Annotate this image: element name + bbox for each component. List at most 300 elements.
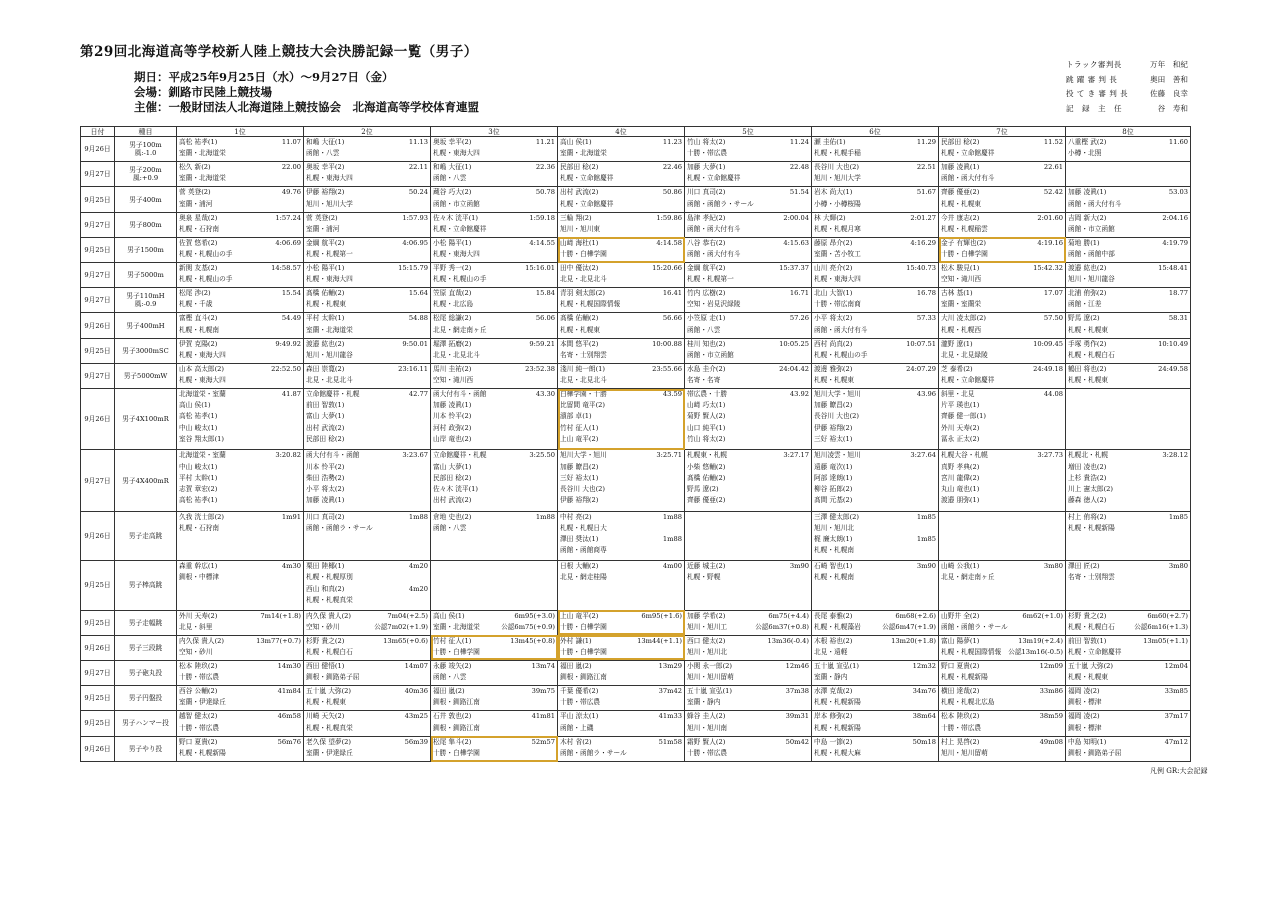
place-cell — [812, 389, 939, 450]
mark-value: 1:59.18 — [529, 213, 555, 222]
mark-value: 22.61 — [1043, 163, 1063, 172]
column-header: 2位 — [304, 127, 431, 137]
result-line — [941, 748, 1063, 759]
result-line — [433, 400, 555, 411]
athlete-text: 加藤 凌眞(1) — [1068, 188, 1107, 197]
athlete-text: 和嶋 大征(1) — [433, 163, 472, 172]
mark-value: 14:58.57 — [271, 264, 301, 273]
athlete-text: 十勝・白樺学園 — [433, 647, 480, 656]
place-cell — [685, 561, 812, 610]
place-cell — [558, 389, 685, 450]
mark-value: 37m42 — [658, 687, 682, 696]
athlete-text: 札幌・東海大四 — [433, 149, 480, 158]
athlete-text: 山口 純平(1) — [687, 423, 726, 432]
mark-value: 3:27.17 — [783, 451, 809, 460]
mark-value: 57.26 — [789, 314, 809, 323]
mark-value: 1m88 — [535, 512, 555, 521]
mark-value: 3:20.82 — [275, 451, 301, 460]
result-line — [687, 288, 809, 299]
athlete-text: 岩木 尚大(1) — [814, 188, 853, 197]
athlete-text: 札幌・立命館慶祥 — [687, 174, 741, 183]
result-line — [433, 274, 555, 285]
event-name — [115, 137, 177, 162]
result-line — [179, 484, 301, 495]
column-header: 6位 — [812, 127, 939, 137]
athlete-text: 札幌・札幌南 — [814, 573, 855, 582]
event-title: 男子200m — [129, 166, 162, 175]
mark-value: 3:27.64 — [910, 451, 936, 460]
mark-value: 6m68(+2.6) — [895, 611, 936, 620]
place-cell — [685, 389, 812, 450]
mark-value: 22.48 — [789, 163, 809, 172]
result-line — [814, 512, 936, 523]
place-cell — [812, 288, 939, 313]
athlete-text: 札幌・札幌日大 — [560, 524, 607, 533]
mark-value: 24:07.29 — [906, 364, 936, 373]
event-name — [115, 313, 177, 338]
result-line — [1068, 636, 1188, 647]
mark-value: 23:52.38 — [525, 364, 555, 373]
event-name — [115, 338, 177, 363]
athlete-text: 髙間 元基(2) — [814, 496, 853, 505]
place-cell — [812, 711, 939, 736]
event-title: 男子4X400mR — [122, 476, 169, 485]
result-line — [179, 647, 301, 658]
place-cell — [1066, 212, 1191, 237]
athlete-text: 北山 大智(1) — [814, 289, 853, 298]
athlete-text: 松久 新(2) — [179, 163, 211, 172]
mark-value: 18.77 — [1168, 289, 1188, 298]
result-line — [560, 495, 682, 506]
athlete-text: 中島 知明(1) — [1068, 737, 1107, 746]
place-cell — [177, 635, 304, 660]
result-line — [814, 450, 936, 461]
result-line — [433, 238, 555, 249]
result-line — [1068, 561, 1188, 572]
athlete-text: 渡邉 紘也(2) — [306, 339, 345, 348]
result-line — [941, 313, 1063, 324]
result-line — [1068, 748, 1188, 759]
place-cell — [685, 137, 812, 162]
athlete-text: 片平 瑛也(1) — [941, 401, 980, 410]
athlete-text: 富山 大夢(1) — [433, 462, 472, 471]
event-name — [115, 711, 177, 736]
result-line — [179, 512, 301, 523]
athlete-text: 北見・網走南ヶ丘 — [433, 325, 487, 334]
athlete-text: 増田 凌也(2) — [1068, 462, 1107, 471]
mark-value: 10:07.51 — [906, 339, 936, 348]
mark-value: 11.24 — [789, 138, 809, 146]
place-cell — [1066, 660, 1191, 685]
result-line — [560, 187, 682, 198]
place-cell — [939, 162, 1066, 187]
athlete-text: 中山 峻太(1) — [179, 423, 218, 432]
athlete-text: 志賀 章宏(2) — [179, 485, 218, 494]
place-cell — [812, 237, 939, 262]
athlete-text: 加藤 学希(2) — [687, 611, 726, 620]
place-cell — [177, 711, 304, 736]
athlete-text: 五十嵐 宣弘(1) — [687, 687, 733, 696]
place-cell — [177, 263, 304, 288]
event-title: 男子110mH — [126, 292, 165, 301]
table-row — [81, 288, 1191, 313]
place-cell — [558, 660, 685, 685]
result-line — [433, 737, 555, 748]
result-line — [306, 561, 428, 572]
athlete-text: 前田 智敦(1) — [306, 401, 345, 410]
place-cell — [939, 237, 1066, 262]
athlete-text: 竹内 広樹(2) — [687, 289, 726, 298]
athlete-text: 霜野 賢人(2) — [687, 737, 726, 746]
athlete-text: 札幌・札幌白石 — [1068, 622, 1115, 631]
athlete-text: 淺川 純一朗(1) — [560, 364, 606, 373]
place-cell — [1066, 363, 1191, 388]
result-line — [941, 213, 1063, 224]
result-line — [1068, 263, 1188, 274]
athlete-text: 髙橋 佑輔(2) — [560, 314, 599, 323]
athlete-text: 五十嵐 宣弘(1) — [814, 661, 860, 670]
athlete-text: 旭川・旭川北 — [814, 524, 855, 533]
athlete-text: 加藤 凌眞(1) — [941, 163, 980, 172]
athlete-text: 水澤 克哉(2) — [814, 687, 853, 696]
result-line — [179, 288, 301, 299]
place-cell — [685, 288, 812, 313]
result-line — [560, 162, 682, 173]
athlete-text: 千葉 優希(2) — [560, 687, 599, 696]
result-line — [814, 737, 936, 748]
athlete-text: 小松 陽平(1) — [306, 264, 345, 273]
athlete-text: 松本 陸玖(2) — [179, 661, 218, 670]
result-line — [560, 423, 682, 434]
athlete-text: 西山 和真(2) — [306, 584, 345, 593]
result-line — [306, 411, 428, 422]
result-line — [433, 313, 555, 324]
mark-value: 3m80 — [1043, 562, 1063, 571]
result-line — [814, 572, 936, 583]
athlete-text: 空知・滝川西 — [433, 376, 474, 385]
result-line — [179, 495, 301, 506]
athlete-text: 伊賀 克陽(2) — [179, 339, 218, 348]
result-line — [560, 389, 682, 400]
place-cell — [304, 162, 431, 187]
result-line — [941, 484, 1063, 495]
athlete-text: 杉野 貴之(2) — [306, 636, 345, 645]
result-line — [179, 213, 301, 224]
result-line — [941, 148, 1063, 159]
place-cell — [304, 610, 431, 635]
result-line — [433, 325, 555, 336]
athlete-text: 札幌・東海大四 — [814, 275, 861, 284]
athlete-text: 札幌・札幌東 — [1068, 376, 1109, 385]
mark-value: 11.60 — [1168, 138, 1188, 146]
athlete-text: 函館・上磯 — [560, 723, 594, 732]
athlete-text: 札幌・札幌藻岩 — [814, 622, 861, 631]
mark-value: 6m62(+1.0) — [1022, 611, 1063, 620]
result-line — [560, 224, 682, 235]
mark-value: 50.86 — [662, 188, 682, 197]
place-cell — [304, 212, 431, 237]
athlete-text: 澤田 奨汰(1) — [560, 535, 599, 544]
athlete-text: 高山 侯(1) — [433, 611, 465, 620]
mark-value: 37m38 — [785, 687, 809, 696]
athlete-text: 久我 洸士郎(2) — [179, 512, 225, 521]
result-line — [433, 162, 555, 173]
athlete-text: 古林 基(1) — [941, 289, 973, 298]
mark-value: 9:50.01 — [402, 339, 428, 348]
athlete-text: 内久保 貴人(2) — [306, 611, 352, 620]
result-line — [179, 450, 301, 461]
athlete-text: 川本 怜平(2) — [433, 412, 472, 421]
table-row — [81, 137, 1191, 162]
table-row — [81, 389, 1191, 450]
result-line — [1068, 661, 1188, 672]
athlete-text: 野馬 遼(2) — [687, 485, 719, 494]
column-header: 5位 — [685, 127, 812, 137]
result-line — [560, 434, 682, 445]
result-line — [687, 737, 809, 748]
result-line — [1068, 288, 1188, 299]
mark-value: 4:14.58 — [656, 238, 682, 247]
place-cell — [304, 288, 431, 313]
athlete-text: 札幌・札幌新陽 — [814, 723, 861, 732]
place-cell — [939, 263, 1066, 288]
result-line — [306, 697, 428, 708]
athlete-text: 釧根・中標津 — [179, 573, 220, 582]
place-cell — [431, 660, 558, 685]
mark-value: 46m58 — [277, 712, 301, 721]
place-cell — [304, 237, 431, 262]
athlete-text: 民部田 稔(2) — [560, 163, 599, 172]
result-line — [941, 325, 1063, 336]
place-cell — [304, 450, 431, 511]
place-cell — [431, 450, 558, 511]
result-line — [179, 748, 301, 759]
mark-value: 13m19(+2.4) — [1018, 636, 1063, 645]
athlete-text: 野口 夏貴(2) — [179, 737, 218, 746]
place-cell — [431, 338, 558, 363]
athlete-text: 北見・斜里 — [179, 622, 213, 631]
place-cell — [558, 711, 685, 736]
mark-value: 23:55.66 — [652, 364, 682, 373]
result-line — [306, 484, 428, 495]
result-line — [814, 238, 936, 249]
official-role: 記 録 主 任 — [1066, 103, 1122, 113]
athlete-text: 五十嵐 大弥(2) — [306, 687, 352, 696]
result-line — [179, 274, 301, 285]
athlete-text: 札幌・札幌南 — [814, 546, 855, 555]
event-title: 男子棒高跳 — [128, 581, 163, 590]
result-line — [941, 711, 1063, 722]
result-line — [306, 473, 428, 484]
athlete-text: 空知・滝川西 — [941, 275, 982, 284]
result-line — [306, 148, 428, 159]
result-line — [179, 423, 301, 434]
event-date: 9月25日 — [81, 187, 115, 212]
result-line — [306, 622, 428, 633]
mark-value: 34m76 — [912, 687, 936, 696]
place-cell — [558, 162, 685, 187]
place-cell — [177, 313, 304, 338]
event-date: 9月26日 — [81, 137, 115, 162]
result-line — [687, 375, 809, 386]
athlete-text: 函館・函館ラ・サール — [941, 622, 1008, 631]
athlete-text: 加藤 凌眞(1) — [306, 496, 345, 505]
place-cell — [304, 511, 431, 560]
athlete-text: 高松 祐孝(1) — [179, 496, 218, 505]
mark-value: 3m90 — [916, 562, 936, 571]
athlete-text: 吉岡 新大(2) — [1068, 213, 1107, 222]
event-name — [115, 288, 177, 313]
mark-value: 公認6m47(+1.9) — [882, 622, 936, 631]
result-line — [941, 288, 1063, 299]
result-line — [687, 723, 809, 734]
athlete-text: 北見・北見北斗 — [306, 376, 353, 385]
result-line — [941, 274, 1063, 285]
table-row — [81, 450, 1191, 511]
athlete-text: 長谷川 大也(2) — [814, 412, 860, 421]
athlete-text: 空知・岩見沢緑陵 — [687, 300, 741, 309]
result-line — [1068, 199, 1188, 210]
athlete-text: 函館・函大付有斗 — [814, 325, 868, 334]
result-line — [687, 389, 809, 400]
athlete-text: 中島 一節(2) — [814, 737, 853, 746]
athlete-text: 函館・八雲 — [306, 149, 340, 158]
mark-value: 58.31 — [1168, 314, 1188, 323]
result-line — [1068, 224, 1188, 235]
event-name — [115, 660, 177, 685]
athlete-text: 佐賀 悠希(2) — [179, 238, 218, 247]
mark-value: 14m30 — [277, 661, 301, 670]
result-line — [560, 288, 682, 299]
place-cell — [1066, 686, 1191, 711]
result-line — [687, 325, 809, 336]
result-line — [1068, 737, 1188, 748]
official-role: トラック審判長 — [1066, 60, 1122, 69]
mark-value: 4m00 — [662, 562, 682, 571]
result-line — [560, 339, 682, 350]
event-name — [115, 561, 177, 610]
athlete-text: 民部田 稔(2) — [941, 138, 980, 146]
mark-value: 57.33 — [916, 314, 936, 323]
athlete-text: 札幌・札幌山の手 — [433, 275, 487, 284]
result-line — [306, 434, 428, 445]
mark-value: 4m30 — [281, 562, 301, 571]
event-date: 9月26日 — [81, 313, 115, 338]
athlete-text: 室蘭・室蘭栄 — [941, 300, 982, 309]
result-line — [687, 411, 809, 422]
result-line — [941, 561, 1063, 572]
athlete-text: 札幌・立命館慶祥 — [560, 199, 614, 208]
athlete-text: 函大付有斗・函館 — [306, 451, 360, 460]
athlete-text: 民部田 稔(2) — [306, 434, 345, 443]
result-line — [433, 697, 555, 708]
official-role: 投 て き 審 判 長 — [1066, 89, 1129, 98]
result-line — [433, 173, 555, 184]
athlete-text: 菅 英登(2) — [306, 213, 338, 222]
result-line — [560, 697, 682, 708]
mark-value: 41m81 — [531, 712, 555, 721]
mark-value: 43.30 — [535, 390, 555, 399]
place-cell — [558, 187, 685, 212]
result-line — [560, 411, 682, 422]
place-cell — [304, 137, 431, 162]
mark-value: 1:59.86 — [656, 213, 682, 222]
mark-value: 7m04(+2.5) — [387, 611, 428, 620]
table-row — [81, 263, 1191, 288]
athlete-text: 名寄・士別翔雲 — [560, 350, 607, 359]
mark-value: 10:09.45 — [1033, 339, 1063, 348]
result-line — [941, 450, 1063, 461]
result-line — [179, 313, 301, 324]
result-line — [814, 723, 936, 734]
athlete-text: 旭川・旭川大学 — [814, 174, 861, 183]
result-line — [179, 622, 301, 633]
event-name — [115, 212, 177, 237]
event-title: 男子三段跳 — [128, 643, 163, 652]
athlete-text: 北見・網走桂陽 — [560, 573, 607, 582]
mark-value: 24:49.58 — [1158, 364, 1188, 373]
result-line — [179, 561, 301, 572]
athlete-text: 髙橋 佑輔(2) — [687, 473, 726, 482]
athlete-text: 室蘭・浦河 — [179, 199, 213, 208]
place-cell — [431, 511, 558, 560]
result-line — [179, 389, 301, 400]
result-line — [433, 350, 555, 361]
meet-info-row — [134, 100, 479, 115]
athlete-text: 室蘭・浦河 — [306, 224, 340, 233]
result-line — [687, 647, 809, 658]
mark-value: 22:52.50 — [271, 364, 301, 373]
athlete-text: 比留間 竜平(2) — [560, 401, 606, 410]
athlete-text: 旭川大学・旭川 — [814, 390, 861, 399]
place-cell — [431, 635, 558, 660]
result-line — [941, 495, 1063, 506]
result-line — [560, 572, 682, 583]
table-row — [81, 736, 1191, 761]
result-line — [560, 263, 682, 274]
athlete-text: 札幌・東海大四 — [306, 275, 353, 284]
column-header: 4位 — [558, 127, 685, 137]
athlete-text: 十勝・帯広農 — [179, 673, 220, 682]
result-line — [306, 636, 428, 647]
athlete-text: 十勝・帯広農 — [687, 149, 728, 158]
athlete-text: 札幌・野幌 — [687, 573, 721, 582]
result-line — [687, 434, 809, 445]
mark-value: 49.76 — [281, 188, 301, 197]
result-line — [560, 450, 682, 461]
official-entry — [1066, 73, 1188, 88]
athlete-text: 北見・遠軽 — [814, 647, 848, 656]
event-name — [115, 686, 177, 711]
result-line — [179, 672, 301, 683]
athlete-text: 松本 陸玖(2) — [941, 712, 980, 721]
result-line — [560, 545, 682, 556]
athlete-text: 札幌・札幌東 — [306, 300, 347, 309]
place-cell — [177, 338, 304, 363]
athlete-text: 小平 将太(2) — [814, 314, 853, 323]
mark-value: 41m84 — [277, 687, 301, 696]
result-line — [179, 737, 301, 748]
athlete-text: 山崎 公我(1) — [941, 562, 980, 571]
event-title: 男子4X100mR — [122, 415, 169, 424]
mark-value: 4:06.95 — [402, 238, 428, 247]
result-line — [433, 434, 555, 445]
place-cell — [812, 363, 939, 388]
result-line — [1068, 495, 1188, 506]
athlete-text: 竹村 征人(1) — [433, 636, 472, 645]
result-line — [687, 561, 809, 572]
result-line — [941, 364, 1063, 375]
